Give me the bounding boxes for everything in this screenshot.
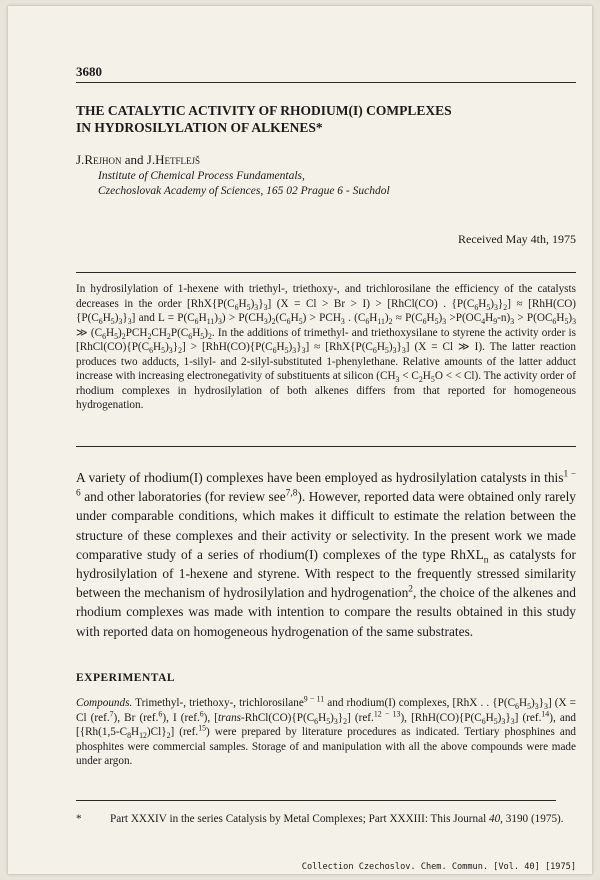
text-run: 14 — [541, 708, 550, 718]
text-run: 2 — [388, 317, 393, 327]
text-run: ) — [388, 341, 393, 353]
text-run: ] (ref. — [170, 726, 199, 738]
author-2-name: Hetflejš — [155, 152, 200, 167]
text-run: 3 — [510, 317, 515, 327]
text-run: 3 — [118, 317, 123, 327]
text-run: ) — [490, 297, 494, 310]
text-run: } — [258, 297, 264, 310]
text-run: 9 — [493, 317, 498, 327]
text-run: 5 — [384, 346, 389, 356]
text-run: 3 — [168, 346, 173, 356]
text-run: 6 — [314, 716, 319, 726]
text-run: ) — [384, 312, 389, 324]
text-run: 9 − 11 — [303, 694, 325, 704]
text-run: 5 — [246, 302, 251, 312]
text-run: 6 — [234, 302, 239, 312]
text-run: 5 — [114, 331, 119, 341]
text-run: ] (X = Cl ≫ I). The latter reaction produces two adducts, 1-silyl- and 2-silyl-substituted 1-phenylethane. Relative amounts of the latter adduct increase with increasing electronegativity of substituents at silicon (CH — [76, 341, 576, 382]
text-run: ] ≈ [RhX{P(C — [305, 341, 373, 353]
text-run: ) — [165, 341, 169, 353]
reference-marker: 7,8 — [285, 488, 298, 499]
text-run: ] (X = Cl (ref. — [76, 697, 576, 724]
text-run: 3 — [263, 302, 268, 312]
text-run: ) — [250, 297, 255, 310]
text-run: } — [122, 312, 128, 324]
header-rule — [76, 82, 576, 83]
text-run: 5 — [298, 317, 303, 327]
text-run: 5 — [564, 317, 569, 327]
text-run: 3 — [127, 317, 132, 327]
text-run: ) — [114, 312, 119, 324]
text-run: ) > P(CH — [221, 312, 264, 324]
text-run: } — [505, 711, 511, 724]
text-run: -RhCl(CO){P(C — [241, 711, 315, 724]
journal-page — [8, 6, 592, 874]
text-run: n — [483, 555, 489, 566]
text-run: ) were prepared by literature procedures as indicated. Tertiary phosphines and phosphites were commercial samples. Storage of and manipulation with all the above compounds were made under argon. — [76, 726, 577, 767]
text-run: 3 — [254, 302, 259, 312]
text-run: 6 — [158, 708, 163, 718]
text-run: 6 — [102, 331, 107, 341]
text-run: H — [478, 297, 487, 310]
text-run: H — [238, 297, 247, 310]
text-run: H — [422, 370, 431, 382]
text-run: O < < Cl). The activity order of rhodium complexes in hydrosilylation of both alkenes differs from that reported for homogeneous hydrogenation. — [76, 370, 576, 411]
text-run: ) — [118, 326, 122, 339]
text-run: ] ≈ [RhH(CO){P(C — [76, 297, 577, 324]
text-run: 12 — [139, 731, 147, 741]
text-run: 6 — [286, 317, 291, 327]
text-run: 3 — [217, 317, 222, 327]
text-run: and rhodium(I) complexes, [RhX . . {P(C — [324, 697, 516, 709]
text-run: } — [172, 341, 179, 353]
authors — [76, 152, 200, 168]
text-run: ), Br (ref. — [113, 711, 159, 724]
text-run: ] (ref. — [347, 711, 374, 724]
text-run: 6 — [188, 331, 193, 341]
text-run: H — [290, 312, 299, 324]
text-run: ), [ — [203, 711, 219, 724]
text-run: H — [485, 711, 494, 724]
text-run: } — [296, 341, 302, 353]
reference-marker: 2 — [408, 584, 413, 595]
text-run: ), and [{Rh(1,5-C — [76, 711, 577, 738]
text-run: 2 — [147, 331, 152, 341]
text-run: } — [396, 341, 402, 353]
footnote — [76, 812, 576, 826]
text-run: 6 — [194, 317, 199, 327]
text-run: 5 — [430, 375, 435, 385]
text-run: ≈ P(C — [392, 312, 423, 324]
text-run: 5 — [284, 346, 289, 356]
text-run: 11 — [377, 317, 385, 327]
text-run: } — [337, 711, 344, 724]
text-run: 15 — [198, 723, 207, 733]
page-number: 3680 — [76, 64, 102, 79]
text-run: 2 — [166, 731, 171, 741]
text-run: 3 — [395, 375, 400, 385]
text-run: PCH — [125, 326, 148, 339]
text-run: 3 — [501, 716, 506, 726]
text-run: H — [369, 312, 378, 324]
text-run: 6 — [199, 708, 204, 718]
text-run: 6 — [98, 317, 103, 327]
text-run: 3 — [340, 317, 345, 327]
text-run: 5 — [326, 716, 331, 726]
text-run: ), I (ref. — [162, 711, 200, 724]
text-run: P(C — [170, 326, 189, 339]
text-run: ] (ref. — [514, 711, 542, 724]
text-run: 6 — [365, 317, 370, 327]
text-run: > P(OC — [514, 312, 553, 324]
abstract-bottom-rule — [76, 446, 576, 447]
text-run: ) > PCH — [302, 312, 341, 324]
title-line-2: IN HYDROSILYLATION OF ALKENES* — [76, 120, 323, 135]
text-run: and other laboratories (for review see — [80, 489, 286, 505]
text-run: H — [198, 312, 207, 324]
text-run: ) — [330, 711, 334, 724]
text-run: 3 — [534, 702, 539, 712]
text-run: , the choice of the alkenes and rhodium complexes was made with intention to compare the results obtained in this study with reported data on homogeneous hydrogenation of the same substrates. — [76, 585, 576, 639]
text-run: 11 — [206, 317, 215, 327]
text-run: } — [538, 697, 545, 709]
text-run: H — [276, 341, 285, 353]
text-run: 2 — [166, 331, 171, 341]
text-run: 6 — [481, 716, 486, 726]
author-1-name: Rejhon — [84, 152, 122, 167]
text-run: H — [106, 326, 115, 339]
author-1-initial: J. — [76, 152, 85, 167]
text-run: 12 − 13 — [373, 708, 401, 718]
section-heading-experimental: EXPERIMENTAL — [76, 672, 176, 684]
text-run: ) — [288, 341, 293, 353]
text-run: 5 — [493, 716, 498, 726]
text-run: H — [192, 326, 201, 339]
text-run: ) — [267, 312, 272, 324]
abstract-top-rule — [76, 272, 576, 273]
text-run: >P(OC — [446, 312, 482, 324]
introduction-paragraph — [76, 468, 576, 641]
text-run: 2 — [503, 302, 508, 312]
text-run: 3 — [292, 346, 297, 356]
text-run: 5 — [200, 331, 205, 341]
text-run: 5 — [161, 346, 166, 356]
journal-citation: Collection Czechoslov. Chem. Commun. [Vol. 40] [1975] — [301, 862, 576, 872]
experimental-paragraph — [76, 696, 576, 769]
text-run: H — [518, 697, 528, 709]
footnote-volume: 40 — [488, 813, 501, 825]
text-run: 5 — [110, 317, 115, 327]
text-run: ) — [214, 312, 218, 324]
text-run: < C — [399, 370, 419, 382]
text-run: ≫ (C — [76, 326, 103, 339]
text-run: Trimethyl-, triethoxy-, trichlorosilane — [132, 697, 304, 709]
reference-marker: 1 − 6 — [76, 469, 576, 499]
compounds-lead: Compounds. — [76, 697, 133, 709]
text-run: 4 — [481, 317, 486, 327]
text-run: 5 — [434, 317, 439, 327]
text-run: 3 — [333, 716, 338, 726]
text-run: ] and L = P(C — [131, 312, 195, 324]
text-run: 3 — [510, 716, 515, 726]
text-run: 6 — [422, 317, 427, 327]
authors-conjunction: and — [121, 152, 147, 167]
footnote-marker: * — [76, 813, 82, 825]
author-2-initial: J. — [146, 152, 156, 167]
text-run: , 3190 (1975). — [500, 813, 564, 825]
text-run: 3 — [544, 702, 548, 712]
text-run: ) — [497, 711, 502, 724]
text-run: H — [426, 312, 435, 324]
text-run: 3 — [301, 346, 306, 356]
text-run: 2 — [121, 331, 126, 341]
text-run: 3 — [494, 302, 498, 312]
text-run: 2 — [418, 375, 423, 385]
text-run: ) — [530, 697, 535, 709]
text-run: H — [485, 312, 494, 324]
text-run: (C — [275, 312, 287, 324]
received-date: Received May 4th, 1975 — [458, 232, 576, 246]
text-run: 6 — [515, 702, 519, 712]
text-run: 3 — [572, 317, 577, 327]
text-run: 6 — [552, 317, 557, 327]
affiliation-line-2: Czechoslovak Academy of Sciences, 165 02 Prague 6 - Suchdol — [98, 185, 390, 197]
text-run: 6 — [372, 346, 377, 356]
text-run: H — [153, 341, 162, 353]
text-run: CH — [151, 326, 167, 339]
text-run: 2 — [207, 331, 212, 341]
text-run: 6 — [149, 346, 154, 356]
text-run: H — [102, 312, 111, 324]
text-run: H — [130, 726, 140, 738]
footnote-rule — [76, 800, 556, 801]
text-run: In hydrosilylation of 1-hexene with triethyl-, triethoxy-, and trichlorosilane the efficiency of the catalysts decreases in the order [RhX{P(C — [76, 283, 576, 310]
text-run: ). However, reported data were obtained only rarely under comparable conditions, which makes it difficult to estimate the relation between the structure of these complexes and their activity or selectivity. In the present work we made comparative study of a series of rhodium(I) complexes of the type RhXL — [76, 489, 576, 562]
text-run: H — [318, 711, 327, 724]
text-run: } — [497, 297, 504, 310]
text-run: 8 — [127, 731, 131, 741]
text-run: 2 — [343, 716, 348, 726]
article-title — [76, 102, 576, 136]
text-run: 6 — [272, 346, 277, 356]
text-run: 3 — [392, 346, 397, 356]
text-run: 2 — [271, 317, 276, 327]
text-run: 7 — [109, 708, 114, 718]
text-run: . In the additions of trimethyl- and triethoxysilane to styrene the activity order is [RhCl(CO){P(C — [76, 326, 577, 353]
text-run: ] > [RhH(CO){P(C — [182, 341, 273, 353]
text-run: Part XXXIV in the series Catalysis by Metal Complexes; Part XXXIII: This Journal — [110, 813, 489, 825]
text-run: 2 — [178, 346, 183, 356]
text-run: 5 — [527, 702, 531, 712]
abstract — [76, 282, 576, 413]
text-run: 3 — [263, 317, 268, 327]
text-run: 3 — [442, 317, 447, 327]
affiliation — [98, 169, 568, 199]
text-run: trans — [218, 711, 242, 724]
text-run: 5 — [486, 302, 491, 312]
text-run: 6 — [474, 302, 479, 312]
text-run: H — [376, 341, 385, 353]
affiliation-line-1: Institute of Chemical Process Fundamentals, — [98, 170, 305, 182]
text-run: as catalysts for hydrosilylation of 1-hexene and styrene. With respect to the frequently stressed similarity between the mechanism of hydrosilylation and hydrogenation — [76, 546, 576, 601]
text-run: H — [556, 312, 565, 324]
text-run: )Cl} — [146, 726, 167, 738]
text-run: . (C — [344, 312, 366, 324]
text-run: -n) — [497, 312, 511, 324]
text-run: ) — [568, 312, 573, 324]
text-run: ] (X = Cl > Br > I) > [RhCl(CO) . {P(C — [267, 297, 475, 310]
text-run: ) — [204, 326, 208, 339]
title-line-1: THE CATALYTIC ACTIVITY OF RHODIUM(I) COMPLEXES — [76, 103, 452, 118]
text-run: ) — [438, 312, 443, 324]
text-run: 3 — [401, 346, 406, 356]
text-run: ), [RhH(CO){P(C — [400, 711, 482, 724]
text-run: A variety of rhodium(I) complexes have been employed as hydrosilylation catalysts in this — [76, 470, 564, 485]
